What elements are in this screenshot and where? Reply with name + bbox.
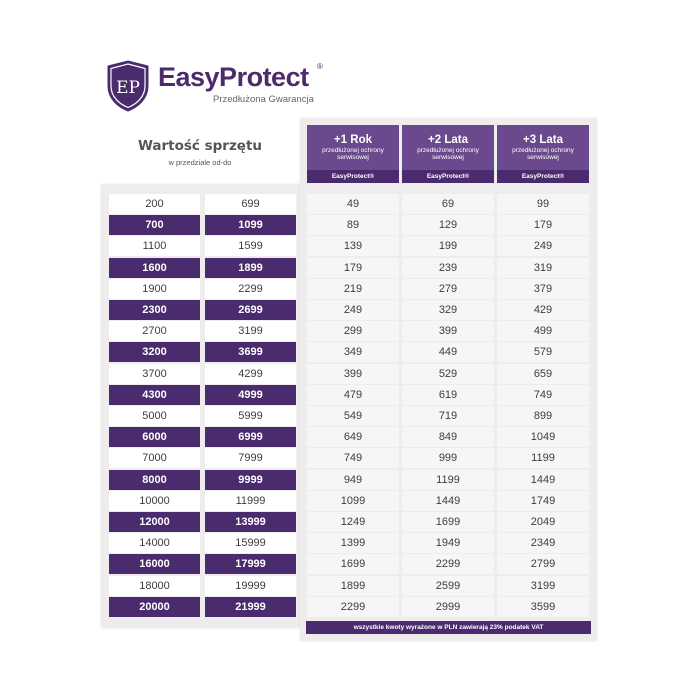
range-from-cell: 12000	[109, 512, 200, 532]
price-2-years-cell: 399	[402, 321, 494, 341]
price-3-years-cell: 319	[497, 258, 589, 278]
price-2-years-cell: 1449	[402, 491, 494, 511]
price-2-years-cell: 529	[402, 364, 494, 384]
price-3-years-cell: 1049	[497, 427, 589, 447]
range-from-cell: 10000	[109, 491, 200, 511]
price-1-year-cell: 179	[307, 258, 399, 278]
price-1-year-cell: 49	[307, 194, 399, 214]
column-brand: EasyProtect®	[402, 170, 494, 183]
price-1-year-cell: 1899	[307, 576, 399, 596]
price-3-years-cell: 899	[497, 406, 589, 426]
range-from-cell: 1600	[109, 258, 200, 278]
price-3-years-cell: 429	[497, 300, 589, 320]
column-description: przedłużonej ochrony serwisowej	[512, 147, 574, 161]
price-3-years-cell: 2349	[497, 533, 589, 553]
price-2-years-cell: 2999	[402, 597, 494, 617]
range-from-cell: 7000	[109, 448, 200, 468]
price-2-years-cell: 2599	[402, 576, 494, 596]
price-1-year-cell: 949	[307, 470, 399, 490]
price-1-year-cell: 89	[307, 215, 399, 235]
price-3-years-cell: 1449	[497, 470, 589, 490]
column-description: przedłużonej ochrony serwisowej	[417, 147, 479, 161]
equipment-value-title: Wartość sprzętu	[137, 138, 263, 154]
price-1-year-cell: 2299	[307, 597, 399, 617]
price-2-years-cell: 129	[402, 215, 494, 235]
range-from-cell: 16000	[109, 554, 200, 574]
equipment-value-subtitle: w przedziale od-do	[168, 158, 232, 167]
range-to-cell: 5999	[205, 406, 296, 426]
price-1-year-cell: 549	[307, 406, 399, 426]
column-description: przedłużonej ochrony serwisowej	[322, 147, 384, 161]
price-1-year-cell: 1099	[307, 491, 399, 511]
range-to-cell: 1899	[205, 258, 296, 278]
range-from-cell: 3200	[109, 342, 200, 362]
range-from-cell: 20000	[109, 597, 200, 617]
range-from-cell: 200	[109, 194, 200, 214]
brand-name: EasyProtect	[158, 62, 309, 92]
range-to-cell: 2699	[205, 300, 296, 320]
range-from-cell: 3700	[109, 364, 200, 384]
price-1-year-cell: 1399	[307, 533, 399, 553]
shield-logo-icon	[106, 60, 150, 112]
range-to-cell: 13999	[205, 512, 296, 532]
price-1-year-cell: 1249	[307, 512, 399, 532]
price-2-years-cell: 719	[402, 406, 494, 426]
price-3-years-cell: 99	[497, 194, 589, 214]
brand-tagline: Przedłużona Gwarancja	[213, 94, 314, 105]
range-to-cell: 3199	[205, 321, 296, 341]
range-to-cell: 4999	[205, 385, 296, 405]
column-brand: EasyProtect®	[307, 170, 399, 183]
price-1-year-cell: 249	[307, 300, 399, 320]
price-2-years-cell: 999	[402, 448, 494, 468]
price-2-years-cell: 849	[402, 427, 494, 447]
price-2-years-cell: 2299	[402, 554, 494, 574]
logo-monogram: EP	[116, 78, 140, 98]
price-1-year-cell: 299	[307, 321, 399, 341]
range-to-cell: 3699	[205, 342, 296, 362]
range-to-cell: 1599	[205, 236, 296, 256]
price-1-year-cell: 649	[307, 427, 399, 447]
price-1-year-cell: 139	[307, 236, 399, 256]
range-to-cell: 15999	[205, 533, 296, 553]
price-2-years-cell: 329	[402, 300, 494, 320]
column-years: +3 Lata	[523, 134, 563, 146]
range-to-cell: 17999	[205, 554, 296, 574]
price-3-years-cell: 2799	[497, 554, 589, 574]
range-from-cell: 14000	[109, 533, 200, 553]
range-to-cell: 11999	[205, 491, 296, 511]
price-2-years-cell: 279	[402, 279, 494, 299]
price-2-years-cell: 239	[402, 258, 494, 278]
range-to-cell: 9999	[205, 470, 296, 490]
column-header-1-year	[307, 125, 399, 183]
column-header-3-years	[497, 125, 589, 183]
range-to-cell: 1099	[205, 215, 296, 235]
price-2-years-cell: 1199	[402, 470, 494, 490]
price-3-years-cell: 3199	[497, 576, 589, 596]
column-brand: EasyProtect®	[497, 170, 589, 183]
price-3-years-cell: 379	[497, 279, 589, 299]
price-1-year-cell: 479	[307, 385, 399, 405]
range-to-cell: 4299	[205, 364, 296, 384]
price-3-years-cell: 179	[497, 215, 589, 235]
price-3-years-cell: 579	[497, 342, 589, 362]
price-3-years-cell: 749	[497, 385, 589, 405]
price-1-year-cell: 1699	[307, 554, 399, 574]
range-from-cell: 2700	[109, 321, 200, 341]
price-2-years-cell: 449	[402, 342, 494, 362]
range-to-cell: 21999	[205, 597, 296, 617]
price-2-years-cell: 619	[402, 385, 494, 405]
range-from-cell: 1100	[109, 236, 200, 256]
range-from-cell: 8000	[109, 470, 200, 490]
registered-mark: ®	[317, 62, 323, 71]
range-from-cell: 1900	[109, 279, 200, 299]
column-years: +1 Rok	[333, 134, 373, 146]
price-1-year-cell: 749	[307, 448, 399, 468]
range-to-cell: 699	[205, 194, 296, 214]
range-from-cell: 6000	[109, 427, 200, 447]
price-1-year-cell: 399	[307, 364, 399, 384]
range-to-cell: 7999	[205, 448, 296, 468]
range-from-cell: 5000	[109, 406, 200, 426]
price-2-years-cell: 1949	[402, 533, 494, 553]
brand-logo	[106, 60, 346, 116]
price-3-years-cell: 499	[497, 321, 589, 341]
column-years: +2 Lata	[428, 134, 468, 146]
column-header-2-years	[402, 125, 494, 183]
range-to-cell: 6999	[205, 427, 296, 447]
price-3-years-cell: 3599	[497, 597, 589, 617]
vat-note: wszystkie kwoty wyrażone w PLN zawierają 23% podatek VAT	[306, 621, 591, 634]
range-from-cell: 2300	[109, 300, 200, 320]
price-2-years-cell: 1699	[402, 512, 494, 532]
range-to-cell: 2299	[205, 279, 296, 299]
range-from-cell: 18000	[109, 576, 200, 596]
price-3-years-cell: 659	[497, 364, 589, 384]
price-3-years-cell: 1199	[497, 448, 589, 468]
price-2-years-cell: 69	[402, 194, 494, 214]
range-from-cell: 4300	[109, 385, 200, 405]
price-2-years-cell: 199	[402, 236, 494, 256]
price-1-year-cell: 219	[307, 279, 399, 299]
range-to-cell: 19999	[205, 576, 296, 596]
price-1-year-cell: 349	[307, 342, 399, 362]
price-3-years-cell: 1749	[497, 491, 589, 511]
price-3-years-cell: 2049	[497, 512, 589, 532]
price-3-years-cell: 249	[497, 236, 589, 256]
range-from-cell: 700	[109, 215, 200, 235]
